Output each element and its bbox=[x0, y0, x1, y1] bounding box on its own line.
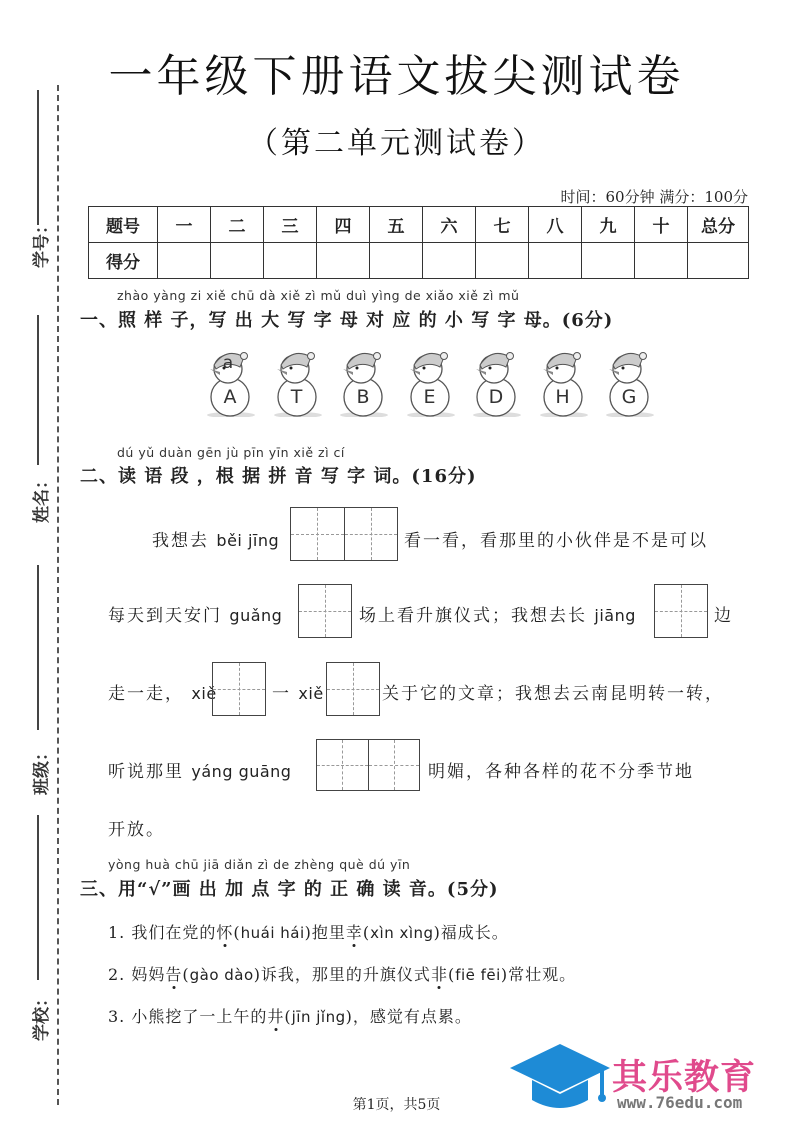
question-text: ( bbox=[447, 965, 456, 984]
passage-text: 场上看升旗仪式；我想去长 bbox=[359, 606, 587, 626]
score-header-cell: 五 bbox=[370, 207, 423, 243]
school-label: 学校： bbox=[32, 990, 52, 1041]
score-cell[interactable] bbox=[688, 243, 749, 279]
snowman bbox=[398, 345, 462, 415]
writing-grid-yangguang[interactable] bbox=[316, 739, 420, 791]
student-id-label: 学号： bbox=[32, 217, 52, 268]
pinyin-prompt: xiě bbox=[191, 684, 217, 703]
time-score-info: 时间：60分钟 满分：100分 bbox=[560, 188, 748, 206]
question-text: )常壮观。 bbox=[500, 965, 577, 984]
score-header-cell: 三 bbox=[264, 207, 317, 243]
name-label: 姓名： bbox=[32, 472, 52, 523]
question-text: ( bbox=[233, 923, 241, 942]
page-title: 一年级下册语文拔尖测试卷 bbox=[108, 51, 685, 102]
writing-cell[interactable] bbox=[299, 585, 351, 637]
question-text: )福成长。 bbox=[433, 923, 509, 942]
snowman bbox=[198, 345, 262, 415]
writing-grid-guang[interactable] bbox=[298, 584, 352, 638]
score-header-cell: 八 bbox=[529, 207, 582, 243]
passage-line-2 bbox=[108, 601, 282, 626]
writing-grid-jiang[interactable] bbox=[654, 584, 708, 638]
section3-pinyin: yòng huà chū jiā diǎn zì de zhèng què dú yīn bbox=[108, 857, 411, 872]
score-header-cell: 四 bbox=[317, 207, 370, 243]
class-label: 班级： bbox=[32, 744, 52, 795]
page-number: 第1页，共5页 bbox=[352, 1097, 441, 1113]
writing-cell[interactable] bbox=[655, 585, 707, 637]
writing-cell[interactable] bbox=[317, 740, 369, 790]
school-line bbox=[37, 815, 39, 980]
score-cell[interactable] bbox=[158, 243, 211, 279]
score-table bbox=[88, 206, 749, 279]
passage-text: 每天到天安门 bbox=[108, 606, 222, 626]
passage-line-3b bbox=[272, 679, 324, 704]
watermark-brand: 其乐教育 bbox=[612, 1058, 757, 1098]
score-cell[interactable] bbox=[370, 243, 423, 279]
score-cell[interactable] bbox=[423, 243, 476, 279]
question-text: 2. 妈妈 bbox=[108, 965, 166, 984]
pinyin-prompt: běi jīng bbox=[216, 531, 280, 550]
snowman bbox=[331, 345, 395, 415]
score-cell[interactable] bbox=[635, 243, 688, 279]
pinyin-options[interactable]: xìn xìng bbox=[370, 924, 434, 942]
lowercase-answer-slot[interactable] bbox=[283, 357, 307, 373]
question-text: )抱里 bbox=[304, 923, 346, 942]
question-text: ( bbox=[284, 1007, 292, 1026]
score-header-cell: 题号 bbox=[89, 207, 158, 243]
writing-grid-beijing[interactable] bbox=[290, 507, 398, 561]
writing-cell[interactable] bbox=[327, 663, 379, 715]
dotted-char: 幸 bbox=[345, 923, 363, 942]
class-line bbox=[37, 565, 39, 730]
pinyin-prompt: guǎng bbox=[229, 606, 283, 625]
score-header-cell: 九 bbox=[582, 207, 635, 243]
score-cell[interactable] bbox=[211, 243, 264, 279]
question-text: 3. 小熊挖了一上午的 bbox=[108, 1007, 268, 1026]
question-text: )，感觉有点累。 bbox=[345, 1007, 472, 1026]
question-text: 1. 我们在党的 bbox=[108, 923, 217, 942]
passage-text: 一 bbox=[272, 684, 291, 704]
lowercase-answer-slot[interactable] bbox=[549, 357, 573, 373]
score-cell[interactable] bbox=[317, 243, 370, 279]
writing-grid-xie1[interactable] bbox=[212, 662, 266, 716]
pinyin-options[interactable]: jīn jǐng bbox=[291, 1008, 346, 1026]
score-cell[interactable] bbox=[529, 243, 582, 279]
section1-pinyin: zhào yàng zi xiě chū dà xiě zì mǔ duì yìng de xiǎo xiě zì mǔ bbox=[117, 288, 520, 303]
score-header-cell: 一 bbox=[158, 207, 211, 243]
pinyin-prompt: yáng guāng bbox=[191, 762, 292, 781]
lowercase-answer-slot[interactable] bbox=[349, 357, 373, 373]
dotted-char: 非 bbox=[430, 965, 448, 984]
question-1 bbox=[108, 920, 509, 943]
passage-line-1 bbox=[152, 526, 279, 551]
writing-grid-xie2[interactable] bbox=[326, 662, 380, 716]
passage-text: 走一走， bbox=[108, 684, 184, 704]
lowercase-answer-slot[interactable] bbox=[482, 357, 506, 373]
dotted-char: 告 bbox=[165, 965, 183, 984]
section2-heading: 二、读 语 段 ，根 据 拼 音 写 字 词。(16分) bbox=[80, 466, 477, 487]
pinyin-options[interactable]: huái hái bbox=[240, 924, 305, 942]
writing-cell[interactable] bbox=[213, 663, 265, 715]
uppercase-letter: T bbox=[290, 386, 303, 408]
writing-cell[interactable] bbox=[291, 508, 345, 560]
lowercase-answer-slot[interactable] bbox=[416, 357, 440, 373]
section1-heading: 一、照 样 子，写 出 大 写 字 母 对 应 的 小 写 字 母。(6分) bbox=[80, 310, 614, 331]
question-text: ( bbox=[362, 923, 371, 942]
question-text: )诉我，那里的升旗仪式 bbox=[253, 965, 431, 984]
passage-text: 明媚，各种各样的花不分季节地 bbox=[428, 762, 694, 782]
score-header-cell: 六 bbox=[423, 207, 476, 243]
score-header-cell: 总分 bbox=[688, 207, 749, 243]
uppercase-letter: B bbox=[356, 386, 370, 408]
score-cell[interactable] bbox=[476, 243, 529, 279]
score-cell[interactable] bbox=[264, 243, 317, 279]
score-header-cell: 十 bbox=[635, 207, 688, 243]
score-header-cell: 七 bbox=[476, 207, 529, 243]
section2-pinyin: dú yǔ duàn gēn jù pīn yīn xiě zì cí bbox=[117, 445, 345, 460]
pinyin-options[interactable]: fiē fēi bbox=[455, 966, 501, 984]
passage-text: 边 bbox=[714, 606, 733, 626]
writing-cell[interactable] bbox=[369, 740, 420, 790]
score-cell[interactable] bbox=[582, 243, 635, 279]
dotted-char: 怀 bbox=[216, 923, 234, 942]
uppercase-letter: G bbox=[621, 386, 637, 408]
pinyin-prompt: jiāng bbox=[594, 606, 636, 625]
dotted-char: 井 bbox=[267, 1007, 285, 1026]
lowercase-answer-slot[interactable] bbox=[615, 357, 639, 373]
passage-line-4 bbox=[108, 757, 291, 782]
binding-dashed-line bbox=[57, 85, 59, 1105]
question-3 bbox=[108, 1004, 472, 1027]
writing-cell[interactable] bbox=[345, 508, 398, 560]
snowman bbox=[597, 345, 661, 415]
snowman bbox=[265, 345, 329, 415]
passage-text: 看一看，看那里的小伙伴是不是可以 bbox=[404, 531, 708, 551]
score-header-cell: 二 bbox=[211, 207, 264, 243]
uppercase-letter: A bbox=[223, 386, 237, 408]
example-lowercase-letter: a bbox=[222, 353, 234, 373]
snowman bbox=[531, 345, 595, 415]
question-2 bbox=[108, 962, 576, 985]
score-table-header-row bbox=[89, 207, 749, 243]
passage-text: 我想去 bbox=[152, 531, 209, 551]
passage-line-2b bbox=[359, 601, 636, 626]
passage-line-3 bbox=[108, 679, 217, 704]
question-text: ( bbox=[182, 965, 190, 984]
passage-text: 听说那里 bbox=[108, 762, 184, 782]
uppercase-letter: H bbox=[555, 386, 570, 408]
snowman bbox=[464, 345, 528, 415]
uppercase-letter: D bbox=[488, 386, 504, 408]
name-line bbox=[37, 315, 39, 465]
passage-text: 关于它的文章；我想去云南昆明转一转， bbox=[382, 684, 724, 704]
section3-heading: 三、用“√”画 出 加 点 字 的 正 确 读 音。(5分) bbox=[80, 879, 499, 900]
pinyin-options[interactable]: gào dào bbox=[189, 966, 254, 984]
score-row-label: 得分 bbox=[89, 243, 158, 279]
watermark-url: www.76edu.com bbox=[617, 1093, 743, 1112]
pinyin-prompt: xiě bbox=[298, 684, 324, 703]
page-subtitle: （第二单元测试卷） bbox=[248, 126, 545, 161]
score-table-score-row bbox=[89, 243, 749, 279]
passage-text: 开放。 bbox=[108, 820, 165, 840]
uppercase-letter: E bbox=[423, 386, 436, 408]
